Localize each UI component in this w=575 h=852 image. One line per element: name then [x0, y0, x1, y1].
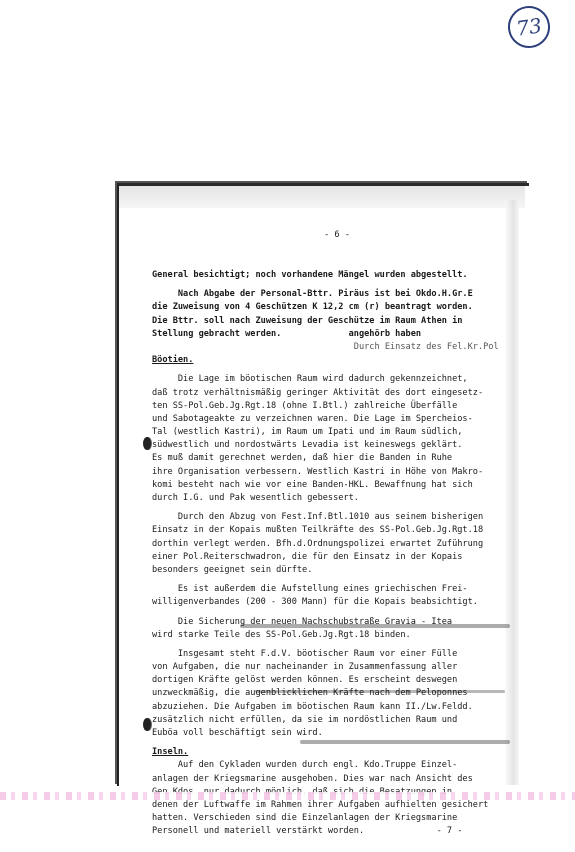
copy-smudge	[240, 624, 510, 628]
scan-edge-strip	[0, 792, 575, 800]
text-line: Böotien.	[152, 355, 194, 366]
text-line: Nach Abgabe der Personal-Bttr. Piräus ist bei Okdo.H.Gr.E	[152, 289, 473, 300]
text-line: Durch Einsatz des Fel.Kr.Pol	[152, 341, 499, 352]
text-line: von Aufgaben, die nur nacheinander in Zusammenfassung aller	[152, 662, 458, 673]
copy-smudge	[300, 740, 510, 744]
text-line: einer Pol.Reiterschwadron, die für den Einsatz in der Kopais	[152, 551, 463, 562]
text-line: dortigen Kräfte gelöst werden können. Es erscheint deswegen	[152, 675, 458, 686]
text-line: durch I.G. und Pak wesentlich gebessert.	[152, 493, 359, 503]
text-line: Einsatz in der Kopais mußten Teilkräfte des SS-Pol.Geb.Jg.Rgt.18	[152, 525, 484, 536]
text-line: General besichtigt; noch vorhandene Mängel wurden abgestellt.	[152, 270, 468, 280]
text-line: Euböa voll beschäftigt sein wird.	[152, 728, 323, 738]
text-line: Durch den Abzug von Fest.Inf.Btl.1010 aus seinem bisherigen	[152, 512, 484, 523]
text-line: Es muß damit gerechnet werden, daß hier die Banden in Ruhe	[152, 453, 453, 464]
text-line: Die Sicherung der neuen Nachschubstraße Gravia - Itea	[152, 616, 453, 627]
document-lines	[152, 269, 522, 839]
document-body	[152, 203, 522, 852]
text-line: dorthin verlegt werden. Bfh.d.Ordnungspolizei erwartet Zuführung	[152, 538, 484, 549]
text-line: südwestlich und nordostwärts Levadia ist keineswegs geklärt.	[152, 440, 463, 451]
punch-hole-bottom	[143, 718, 151, 731]
text-line: hatten. Verschieden sind die Einzelanlagen der Kriegsmarine	[152, 813, 458, 824]
text-line: daß trotz verhältnismäßig geringer Aktivität des dort eingesetz-	[152, 387, 484, 398]
text-line: Inseln.	[152, 747, 189, 758]
text-line: zusätzlich nicht erfüllen, da sie im nordöstlichen Raum und	[152, 714, 458, 725]
text-line: Insgesamt steht F.d.V. böotischer Raum vor einer Fülle	[152, 648, 458, 659]
text-line: wird starke Teile des SS-Pol.Geb.Jg.Rgt.18 binden.	[152, 629, 411, 640]
text-line: ihre Organisation verbessern. Westlich Kastri in Höhe von Makro-	[152, 466, 484, 477]
text-line: Stellung gebracht werden. angehörb haben	[152, 328, 422, 339]
copy-smudge	[255, 690, 505, 693]
punch-hole-top	[143, 437, 151, 450]
page-header: - 6 -	[324, 230, 350, 241]
text-line: denen der Luftwaffe im Rahmen ihrer Aufgaben aufhielten gesichert	[152, 799, 489, 810]
text-line: die Zuweisung von 4 Geschützen K 12,2 cm (r) beantragt worden.	[152, 302, 473, 313]
page-number-stamp: 73	[505, 3, 552, 50]
text-line: Tal (westlich Kastri), im Raum um Ipati und im Raum südlich,	[152, 427, 463, 438]
text-line: abzuziehen. Die Aufgaben im böotischen Raum kann II./Lw.Feldd.	[152, 701, 473, 712]
text-line: Auf den Cykladen wurden durch engl. Kdo.Truppe Einzel-	[152, 760, 458, 771]
text-line: Personell und materiell verstärkt worden. - 7 -	[152, 826, 463, 837]
text-line: willigenverbandes (200 - 300 Mann) für die Kopais beabsichtigt.	[152, 597, 478, 608]
text-line: unzweckmäßig, die augenblicklichen Kräfte nach dem Peloponnes	[152, 688, 468, 699]
text-line: komi besteht nach wie vor eine Banden-HKL. Bewaffnung hat sich	[152, 479, 473, 490]
text-line: Die Bttr. soll nach Zuweisung der Geschütze im Raum Athen in	[152, 315, 463, 326]
text-line: anlagen der Kriegsmarine ausgehoben. Dies war nach Ansicht des	[152, 773, 473, 784]
text-line: Es ist außerdem die Aufstellung eines griechischen Frei-	[152, 584, 468, 595]
text-line: Die Lage im böotischen Raum wird dadurch gekennzeichnet,	[152, 374, 468, 385]
text-line: ten SS-Pol.Geb.Jg.Rgt.18 (ohne I.Btl.) zahlreiche Überfälle	[152, 400, 458, 411]
text-line: besonders geeignet sein dürfte.	[152, 564, 313, 575]
text-line: und Sabotageakte zu verzeichnen waren. Die Lage im Spercheios-	[152, 413, 473, 424]
